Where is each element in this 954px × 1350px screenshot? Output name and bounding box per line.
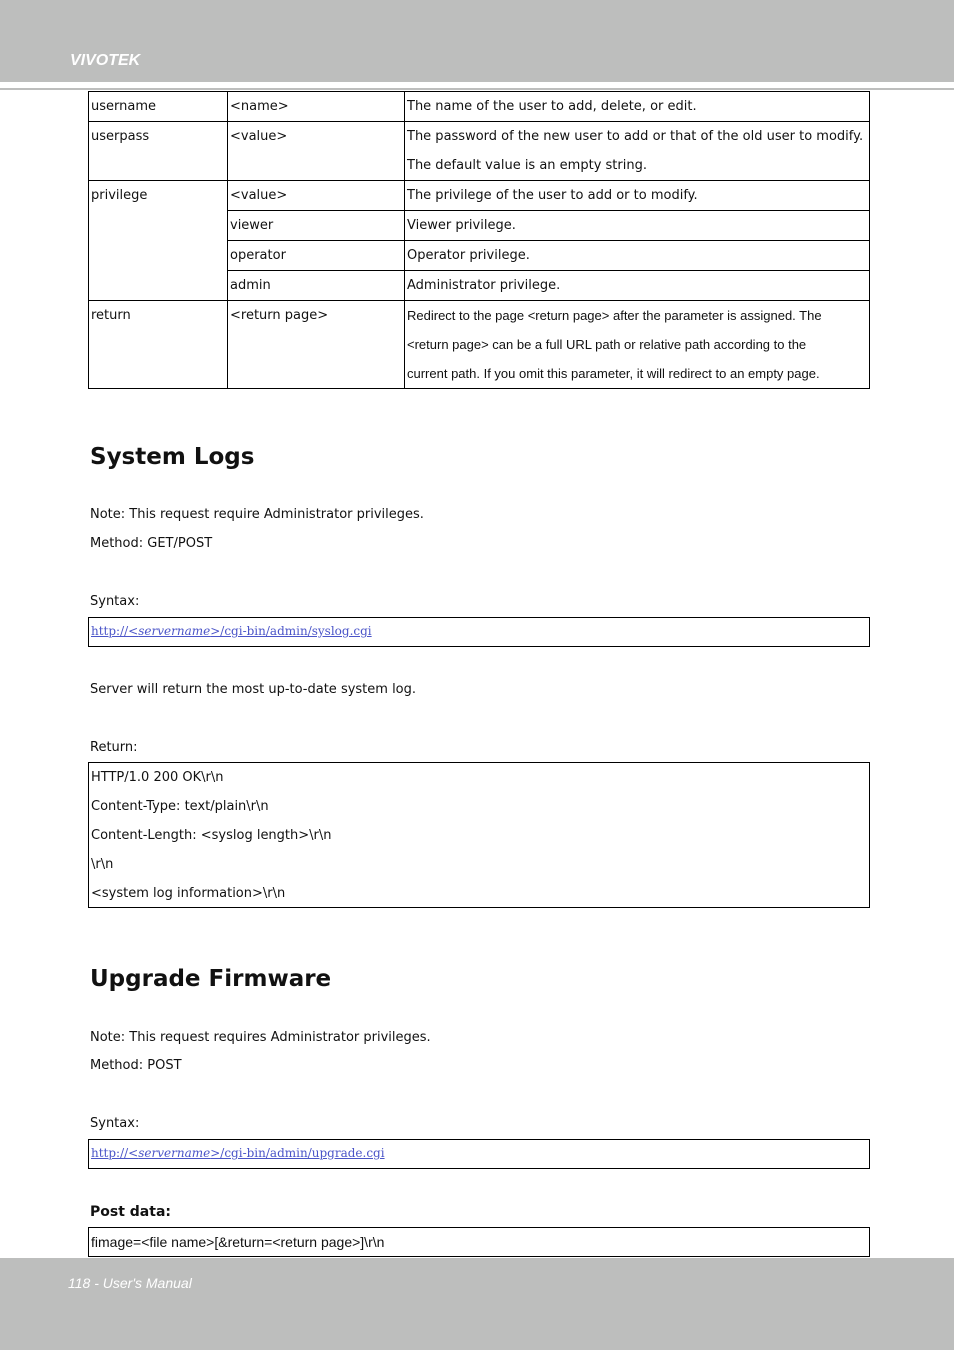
method-text: Method: GET/POST bbox=[90, 536, 213, 551]
note-text: Note: This request require Administrator privileges. bbox=[90, 507, 424, 522]
param-desc: Redirect to the page <return page> after the parameter is assigned. The <return page> can be a full URL path or relative path according to the current path. If you omit this parameter, it will redirect to an empty page. bbox=[405, 301, 870, 389]
param-desc: The name of the user to add, delete, or edit. bbox=[405, 92, 870, 122]
page-header bbox=[0, 0, 954, 82]
post-data-label: Post data: bbox=[90, 1204, 171, 1220]
param-name: username bbox=[89, 92, 228, 122]
server-return-text: Server will return the most up-to-date system log. bbox=[90, 682, 417, 697]
param-desc: The password of the new user to add or that of the old user to modify. The default value is an empty string. bbox=[405, 122, 870, 181]
param-value: operator bbox=[228, 241, 405, 271]
syntax-box bbox=[88, 1139, 870, 1169]
param-value: <value> bbox=[228, 181, 405, 211]
param-desc: Administrator privilege. bbox=[405, 271, 870, 301]
return-line: \r\n bbox=[91, 857, 114, 872]
return-label: Return: bbox=[90, 740, 138, 755]
return-line: <system log information>\r\n bbox=[91, 886, 286, 901]
param-value: <return page> bbox=[228, 301, 405, 389]
table-row bbox=[89, 122, 870, 181]
post-data-box bbox=[88, 1227, 870, 1257]
return-box bbox=[88, 762, 870, 908]
param-desc: Operator privilege. bbox=[405, 241, 870, 271]
syntax-link[interactable]: http://<servername>/cgi-bin/admin/syslog.cgi bbox=[91, 624, 372, 638]
syntax-box bbox=[88, 617, 870, 647]
return-line: Content-Type: text/plain\r\n bbox=[91, 799, 269, 814]
brand-logo: VIVOTEK bbox=[70, 52, 141, 69]
table-row bbox=[89, 301, 870, 389]
table-row bbox=[89, 181, 870, 211]
header-rule bbox=[0, 88, 954, 90]
param-desc: The privilege of the user to add or to modify. bbox=[405, 181, 870, 211]
note-text: Note: This request requires Administrator privileges. bbox=[90, 1030, 431, 1045]
syntax-label: Syntax: bbox=[90, 1116, 140, 1131]
parameter-table bbox=[88, 91, 870, 389]
post-data-text: fimage=<file name>[&return=<return page>]\r\n bbox=[91, 1234, 385, 1250]
section-title-system-logs: System Logs bbox=[90, 444, 255, 470]
table-row bbox=[89, 92, 870, 122]
return-line: Content-Length: <syslog length>\r\n bbox=[91, 828, 332, 843]
param-name: return bbox=[89, 301, 228, 389]
syntax-link[interactable]: http://<servername>/cgi-bin/admin/upgrade.cgi bbox=[91, 1146, 385, 1160]
page-footer bbox=[0, 1258, 954, 1350]
method-text: Method: POST bbox=[90, 1058, 182, 1073]
footer-text: 118 - User's Manual bbox=[68, 1275, 192, 1291]
param-value: <name> bbox=[228, 92, 405, 122]
syntax-label: Syntax: bbox=[90, 594, 140, 609]
return-line: HTTP/1.0 200 OK\r\n bbox=[91, 770, 224, 785]
section-title-upgrade-firmware: Upgrade Firmware bbox=[90, 966, 332, 992]
param-name: userpass bbox=[89, 122, 228, 181]
param-name: privilege bbox=[89, 181, 228, 301]
param-value: <value> bbox=[228, 122, 405, 181]
param-desc: Viewer privilege. bbox=[405, 211, 870, 241]
param-value: admin bbox=[228, 271, 405, 301]
param-value: viewer bbox=[228, 211, 405, 241]
